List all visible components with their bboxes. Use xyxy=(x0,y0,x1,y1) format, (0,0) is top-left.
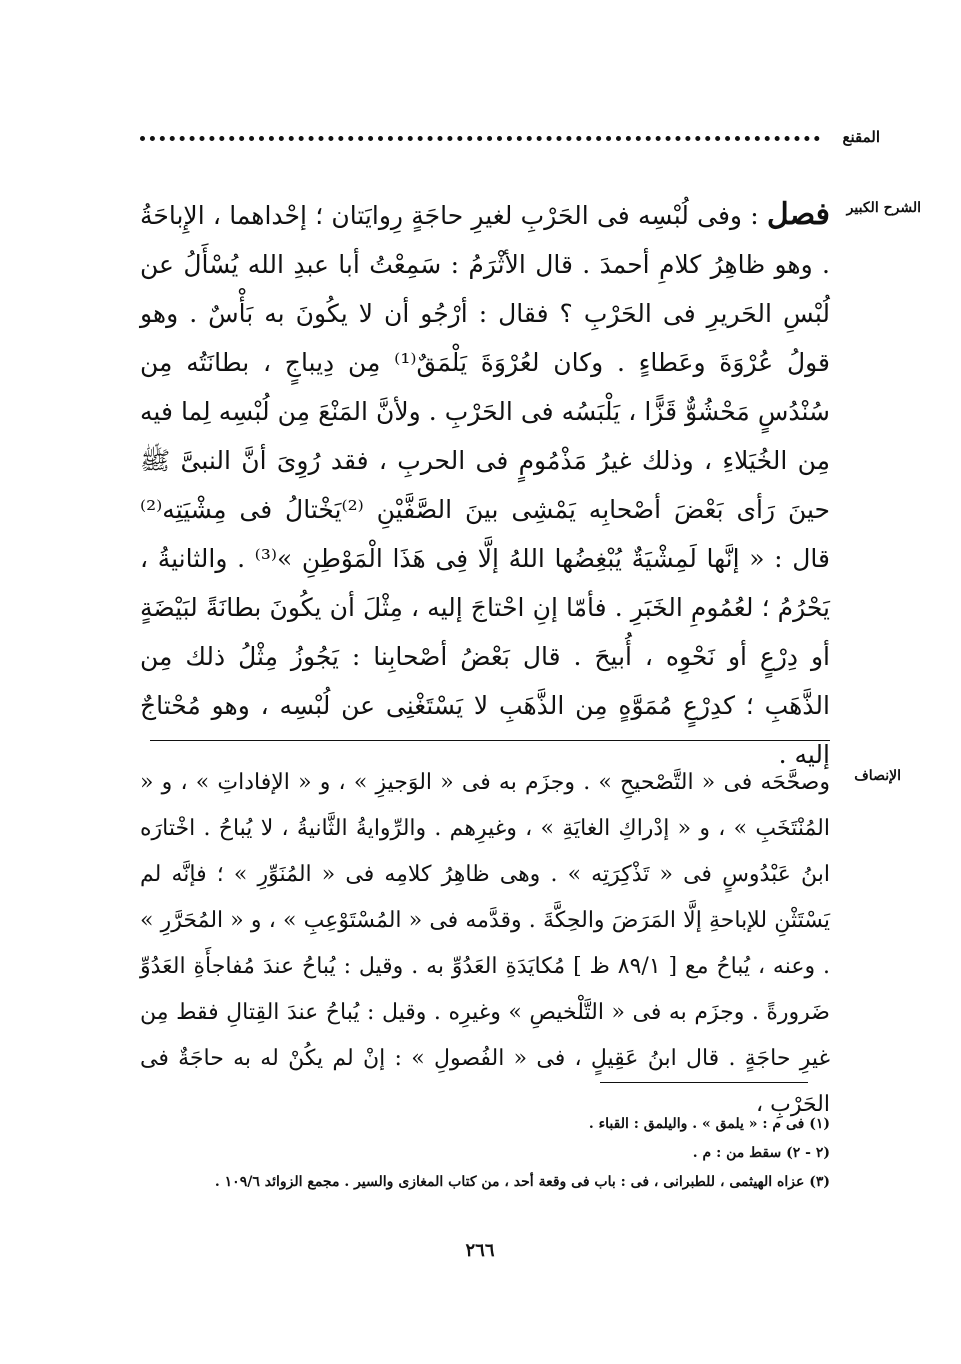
running-title: المقنع xyxy=(842,128,880,146)
sharh-main-text xyxy=(140,190,830,779)
sharh-side-label: الشرح الكبير xyxy=(846,200,921,216)
running-head xyxy=(140,128,880,158)
section-divider xyxy=(150,740,830,741)
footnote-3: (٣) عزاه الهيثمى ، للطبرانى ، فى : باب فى وقعة أحد ، من كتاب المغازى والسير . مجمع الزوائد ١٠٩/٦ . xyxy=(214,1174,830,1190)
insaf-side-label: الإنصاف xyxy=(854,768,901,784)
sharh-paragraph xyxy=(140,190,830,779)
insaf-text xyxy=(140,760,830,1128)
dotted-rule xyxy=(140,136,820,141)
sharh-body: : وفى لُبْسِه فى الحَرْبِ لغيرِ حاجَةٍ رِوايَتان ؛ إحْداهما ، الإِباحَةُ . وهو ظاهِرُ كلامِ أحمدَ . قال الأثْرَمُ : سَمِعْتُ أبا عبدِ الله يُسْأَلُ عن لُبْسِ الحَريرِ فى الحَرْبِ ؟ فقال : أرْجُو أن لا يكُونَ به بَأْسٌ . وهو قولُ عُرْوَةَ وعَطاءٍ . وكان لعُرْوَةَ يَلْمَقٌ⁽¹⁾ مِن دِيباجٍ ، بطانَتُه مِن سُنْدُسٍ مَحْشُوٌّ قَزًّا ، يَلْبَسُه فى الحَرْبِ . ولأنَّ المَنْعَ مِن لُبْسِه لِما فيه مِن الخُيَلاءِ ، وذلك غيرُ مَذْمُومٍ فى الحربِ ، فقد رُوِىَ أنَّ النبىَّ ﷺ حينَ رَأى بَعْضَ أصْحابِه يَمْشِى بينَ الصَّفَّيْنِ ⁽²⁾يَخْتالُ فى مِشْيَتِه⁽²⁾ قال : « إنَّها لَمِشْيَةٌ يُبْغِضُها اللهُ إلَّا فِى هَذَا الْمَوْطِنِ »⁽³⁾ . والثانيةُ ، يَحْرُمُ ؛ لعُمُومِ الخَبَرِ . فأمّا إنِ احْتاجَ إليه ، مِثْلَ أن يكُونَ بطانَةً لبَيْضَةٍ أو دِرْعٍ أو نَحْوِه ، أُبيحَ . قال بَعْضُ أصْحابِنا : يَجُوزُ مِثْلُ ذلك مِن الذَّهَبِ ؛ كدِرْعٍ مُمَوَّهٍ مِن الذَّهَبِ لا يَسْتَغْنِى عن لُبْسِه ، وهو مُحْتاجٌ إليه . xyxy=(140,201,830,769)
footnotes xyxy=(140,1110,830,1197)
footnote-2: (٢ - ٢) سقط من : م . xyxy=(692,1145,830,1161)
footnote-divider xyxy=(600,1082,808,1083)
insaf-paragraph: وصحَّحَه فى « التَّصْحيحِ » . وجزَم به فى « الوَجيزِ » ، و « الإفاداتِ » ، و « المُنْتَخَبِ » ، و « إدْراكِ الغايَةِ » ، وغيرِهم . والرِّوايةُ الثَّانيةُ ، لا يُباحُ . اخْتارَه ابنُ عَبْدُوسٍ فى « تَذْكِرَتِه » . وهى ظاهِرُ كلامِه فى « المُنَوِّرِ » ؛ فإنَّه لم يَسْتَثْنِ للإباحةِ إلَّا المَرَضَ والحِكَّةَ . وقدَّمه فى « المُسْتَوْعِبِ » ، و « المُحَرَّرِ » . وعنه ، يُباحُ مع [ ٨٩/١ ظ ] مُكايَدَةِ العَدُوِّ به . وقيل : يُباحُ عندَ مُفاجأَةِ العَدُوِّ ضَرورةً . وجزَم به فى « التَّلْخيصِ » وغيرِه . وقيل : يُباحُ عندَ القِتالِ فقط مِن غيرِ حاجَةٍ . قال ابنُ عَقِيلٍ ، فى « الفُصولِ » : إنْ لم يكُنْ له به حاجَةٌ فى الحَرْبِ ، xyxy=(140,770,830,1117)
page-number: ٢٦٦ xyxy=(465,1240,495,1261)
footnote-1: (١) فى م : « يلمق » . واليلمق : القباء . xyxy=(588,1116,830,1132)
section-lead-word: فصل xyxy=(766,197,830,232)
